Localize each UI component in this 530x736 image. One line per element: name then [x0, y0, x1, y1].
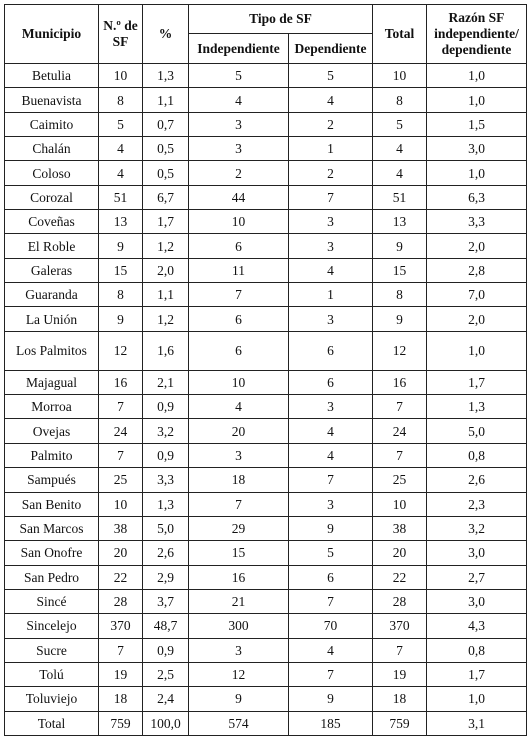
cell-total: 20 [373, 541, 427, 565]
cell-municipio: Coveñas [5, 210, 99, 234]
cell-total: 51 [373, 185, 427, 209]
cell-municipio: Buenavista [5, 88, 99, 112]
cell-independiente: 574 [189, 711, 289, 735]
table-row [5, 589, 527, 613]
cell-percent: 1,6 [143, 331, 189, 370]
cell-razon: 3,2 [427, 516, 527, 540]
table-row [5, 307, 527, 331]
cell-total: 7 [373, 395, 427, 419]
cell-independiente: 3 [189, 137, 289, 161]
cell-num-sf: 759 [99, 711, 143, 735]
cell-municipio: Sucre [5, 638, 99, 662]
cell-percent: 3,7 [143, 589, 189, 613]
cell-municipio: Total [5, 711, 99, 735]
cell-percent: 2,1 [143, 370, 189, 394]
cell-razon: 3,1 [427, 711, 527, 735]
cell-total: 24 [373, 419, 427, 443]
table-row [5, 614, 527, 638]
cell-num-sf: 15 [99, 258, 143, 282]
cell-num-sf: 22 [99, 565, 143, 589]
cell-dependiente: 9 [289, 687, 373, 711]
cell-percent: 0,5 [143, 137, 189, 161]
table-row [5, 468, 527, 492]
cell-total: 4 [373, 137, 427, 161]
cell-independiente: 7 [189, 283, 289, 307]
cell-num-sf: 7 [99, 443, 143, 467]
cell-razon: 2,0 [427, 307, 527, 331]
cell-razon: 3,0 [427, 589, 527, 613]
cell-dependiente: 3 [289, 210, 373, 234]
cell-razon: 0,8 [427, 638, 527, 662]
cell-dependiente: 6 [289, 565, 373, 589]
cell-independiente: 3 [189, 112, 289, 136]
cell-municipio: El Roble [5, 234, 99, 258]
cell-dependiente: 4 [289, 638, 373, 662]
cell-dependiente: 5 [289, 64, 373, 88]
cell-total: 15 [373, 258, 427, 282]
cell-num-sf: 5 [99, 112, 143, 136]
cell-razon: 1,7 [427, 370, 527, 394]
cell-independiente: 4 [189, 395, 289, 419]
table-row [5, 565, 527, 589]
cell-dependiente: 7 [289, 662, 373, 686]
cell-num-sf: 370 [99, 614, 143, 638]
cell-percent: 100,0 [143, 711, 189, 735]
cell-razon: 1,7 [427, 662, 527, 686]
cell-percent: 2,6 [143, 541, 189, 565]
cell-percent: 1,1 [143, 88, 189, 112]
cell-percent: 1,1 [143, 283, 189, 307]
cell-total: 25 [373, 468, 427, 492]
cell-total: 38 [373, 516, 427, 540]
cell-percent: 1,2 [143, 234, 189, 258]
cell-independiente: 6 [189, 234, 289, 258]
cell-num-sf: 10 [99, 492, 143, 516]
cell-percent: 0,9 [143, 395, 189, 419]
cell-percent: 0,7 [143, 112, 189, 136]
cell-total: 370 [373, 614, 427, 638]
cell-razon: 1,0 [427, 687, 527, 711]
cell-razon: 4,3 [427, 614, 527, 638]
cell-razon: 7,0 [427, 283, 527, 307]
cell-municipio: Palmito [5, 443, 99, 467]
header-independiente: Independiente [189, 34, 289, 64]
cell-razon: 2,3 [427, 492, 527, 516]
table-row [5, 258, 527, 282]
table-row [5, 161, 527, 185]
table-header [5, 5, 527, 64]
table-row [5, 88, 527, 112]
table-row [5, 395, 527, 419]
cell-num-sf: 51 [99, 185, 143, 209]
cell-independiente: 44 [189, 185, 289, 209]
cell-percent: 3,2 [143, 419, 189, 443]
table-row [5, 137, 527, 161]
cell-num-sf: 8 [99, 283, 143, 307]
cell-independiente: 21 [189, 589, 289, 613]
cell-municipio: San Benito [5, 492, 99, 516]
cell-total: 13 [373, 210, 427, 234]
cell-num-sf: 7 [99, 395, 143, 419]
cell-num-sf: 38 [99, 516, 143, 540]
cell-razon: 3,0 [427, 541, 527, 565]
cell-municipio: Majagual [5, 370, 99, 394]
cell-dependiente: 4 [289, 443, 373, 467]
cell-dependiente: 3 [289, 395, 373, 419]
cell-dependiente: 185 [289, 711, 373, 735]
table-row [5, 210, 527, 234]
cell-independiente: 6 [189, 331, 289, 370]
cell-percent: 1,2 [143, 307, 189, 331]
header-municipio: Municipio [5, 5, 99, 64]
cell-dependiente: 3 [289, 307, 373, 331]
cell-num-sf: 9 [99, 234, 143, 258]
cell-num-sf: 25 [99, 468, 143, 492]
table-wrapper [4, 4, 526, 736]
cell-independiente: 20 [189, 419, 289, 443]
cell-dependiente: 3 [289, 492, 373, 516]
cell-total: 7 [373, 443, 427, 467]
cell-dependiente: 70 [289, 614, 373, 638]
cell-total: 10 [373, 64, 427, 88]
cell-razon: 2,7 [427, 565, 527, 589]
cell-num-sf: 18 [99, 687, 143, 711]
cell-municipio: Betulia [5, 64, 99, 88]
cell-percent: 2,5 [143, 662, 189, 686]
cell-municipio: Sincé [5, 589, 99, 613]
cell-municipio: Sampués [5, 468, 99, 492]
cell-num-sf: 28 [99, 589, 143, 613]
cell-municipio: Sincelejo [5, 614, 99, 638]
cell-independiente: 7 [189, 492, 289, 516]
cell-total: 8 [373, 88, 427, 112]
cell-razon: 3,0 [427, 137, 527, 161]
cell-independiente: 15 [189, 541, 289, 565]
cell-dependiente: 4 [289, 419, 373, 443]
cell-razon: 2,8 [427, 258, 527, 282]
cell-municipio: Coloso [5, 161, 99, 185]
cell-municipio: Corozal [5, 185, 99, 209]
cell-razon: 3,3 [427, 210, 527, 234]
header-percent: % [143, 5, 189, 64]
table-row [5, 492, 527, 516]
cell-municipio: Tolú [5, 662, 99, 686]
cell-percent: 1,3 [143, 64, 189, 88]
cell-num-sf: 9 [99, 307, 143, 331]
cell-razon: 0,8 [427, 443, 527, 467]
cell-num-sf: 8 [99, 88, 143, 112]
cell-dependiente: 3 [289, 234, 373, 258]
cell-municipio: La Unión [5, 307, 99, 331]
cell-dependiente: 4 [289, 88, 373, 112]
cell-independiente: 2 [189, 161, 289, 185]
cell-percent: 2,9 [143, 565, 189, 589]
cell-total: 8 [373, 283, 427, 307]
cell-razon: 1,0 [427, 64, 527, 88]
table-row [5, 687, 527, 711]
cell-num-sf: 16 [99, 370, 143, 394]
cell-independiente: 10 [189, 210, 289, 234]
cell-total: 28 [373, 589, 427, 613]
table-row [5, 541, 527, 565]
table-body [5, 64, 527, 736]
cell-razon: 6,3 [427, 185, 527, 209]
cell-dependiente: 7 [289, 589, 373, 613]
header-tipo-sf: Tipo de SF [189, 5, 373, 34]
cell-num-sf: 4 [99, 137, 143, 161]
cell-percent: 2,4 [143, 687, 189, 711]
cell-municipio: San Pedro [5, 565, 99, 589]
table-row [5, 234, 527, 258]
cell-percent: 48,7 [143, 614, 189, 638]
cell-dependiente: 6 [289, 331, 373, 370]
cell-dependiente: 1 [289, 283, 373, 307]
cell-total: 9 [373, 234, 427, 258]
cell-dependiente: 7 [289, 185, 373, 209]
table-row [5, 283, 527, 307]
cell-percent: 5,0 [143, 516, 189, 540]
cell-municipio: San Marcos [5, 516, 99, 540]
table-row [5, 443, 527, 467]
cell-total: 5 [373, 112, 427, 136]
cell-percent: 2,0 [143, 258, 189, 282]
cell-municipio: Ovejas [5, 419, 99, 443]
cell-independiente: 10 [189, 370, 289, 394]
cell-percent: 3,3 [143, 468, 189, 492]
table-row [5, 331, 527, 370]
table-row [5, 370, 527, 394]
cell-independiente: 29 [189, 516, 289, 540]
cell-municipio: Los Palmitos [5, 331, 99, 370]
table-row [5, 419, 527, 443]
sf-table [4, 4, 527, 736]
cell-dependiente: 7 [289, 468, 373, 492]
cell-total: 10 [373, 492, 427, 516]
cell-total: 22 [373, 565, 427, 589]
cell-num-sf: 20 [99, 541, 143, 565]
cell-dependiente: 2 [289, 112, 373, 136]
cell-razon: 1,5 [427, 112, 527, 136]
cell-municipio: Galeras [5, 258, 99, 282]
cell-dependiente: 5 [289, 541, 373, 565]
cell-total: 4 [373, 161, 427, 185]
cell-dependiente: 4 [289, 258, 373, 282]
cell-independiente: 18 [189, 468, 289, 492]
cell-independiente: 6 [189, 307, 289, 331]
table-row [5, 112, 527, 136]
cell-dependiente: 6 [289, 370, 373, 394]
cell-num-sf: 10 [99, 64, 143, 88]
cell-independiente: 4 [189, 88, 289, 112]
cell-independiente: 9 [189, 687, 289, 711]
cell-dependiente: 2 [289, 161, 373, 185]
cell-razon: 1,0 [427, 331, 527, 370]
cell-num-sf: 24 [99, 419, 143, 443]
cell-total: 12 [373, 331, 427, 370]
cell-total: 7 [373, 638, 427, 662]
table-row [5, 516, 527, 540]
cell-municipio: San Onofre [5, 541, 99, 565]
cell-razon: 1,0 [427, 161, 527, 185]
cell-percent: 0,5 [143, 161, 189, 185]
cell-independiente: 16 [189, 565, 289, 589]
header-razon: Razón SF independiente/ dependiente [427, 5, 527, 64]
cell-independiente: 300 [189, 614, 289, 638]
cell-total: 9 [373, 307, 427, 331]
cell-total: 759 [373, 711, 427, 735]
cell-num-sf: 13 [99, 210, 143, 234]
cell-independiente: 3 [189, 638, 289, 662]
cell-percent: 1,7 [143, 210, 189, 234]
cell-municipio: Morroa [5, 395, 99, 419]
cell-municipio: Chalán [5, 137, 99, 161]
cell-num-sf: 19 [99, 662, 143, 686]
cell-independiente: 5 [189, 64, 289, 88]
header-total: Total [373, 5, 427, 64]
header-num-sf: N.º de SF [99, 5, 143, 64]
cell-independiente: 3 [189, 443, 289, 467]
cell-razon: 1,0 [427, 88, 527, 112]
cell-num-sf: 12 [99, 331, 143, 370]
table-row [5, 662, 527, 686]
cell-total: 16 [373, 370, 427, 394]
cell-razon: 2,0 [427, 234, 527, 258]
cell-municipio: Toluviejo [5, 687, 99, 711]
cell-independiente: 12 [189, 662, 289, 686]
cell-razon: 1,3 [427, 395, 527, 419]
cell-dependiente: 1 [289, 137, 373, 161]
cell-total: 18 [373, 687, 427, 711]
cell-total: 19 [373, 662, 427, 686]
cell-razon: 2,6 [427, 468, 527, 492]
table-row [5, 185, 527, 209]
cell-num-sf: 7 [99, 638, 143, 662]
header-dependiente: Dependiente [289, 34, 373, 64]
cell-percent: 0,9 [143, 638, 189, 662]
cell-percent: 6,7 [143, 185, 189, 209]
cell-independiente: 11 [189, 258, 289, 282]
table-row [5, 64, 527, 88]
cell-percent: 1,3 [143, 492, 189, 516]
cell-razon: 5,0 [427, 419, 527, 443]
cell-dependiente: 9 [289, 516, 373, 540]
cell-num-sf: 4 [99, 161, 143, 185]
cell-percent: 0,9 [143, 443, 189, 467]
cell-municipio: Caimito [5, 112, 99, 136]
table-row [5, 638, 527, 662]
cell-municipio: Guaranda [5, 283, 99, 307]
